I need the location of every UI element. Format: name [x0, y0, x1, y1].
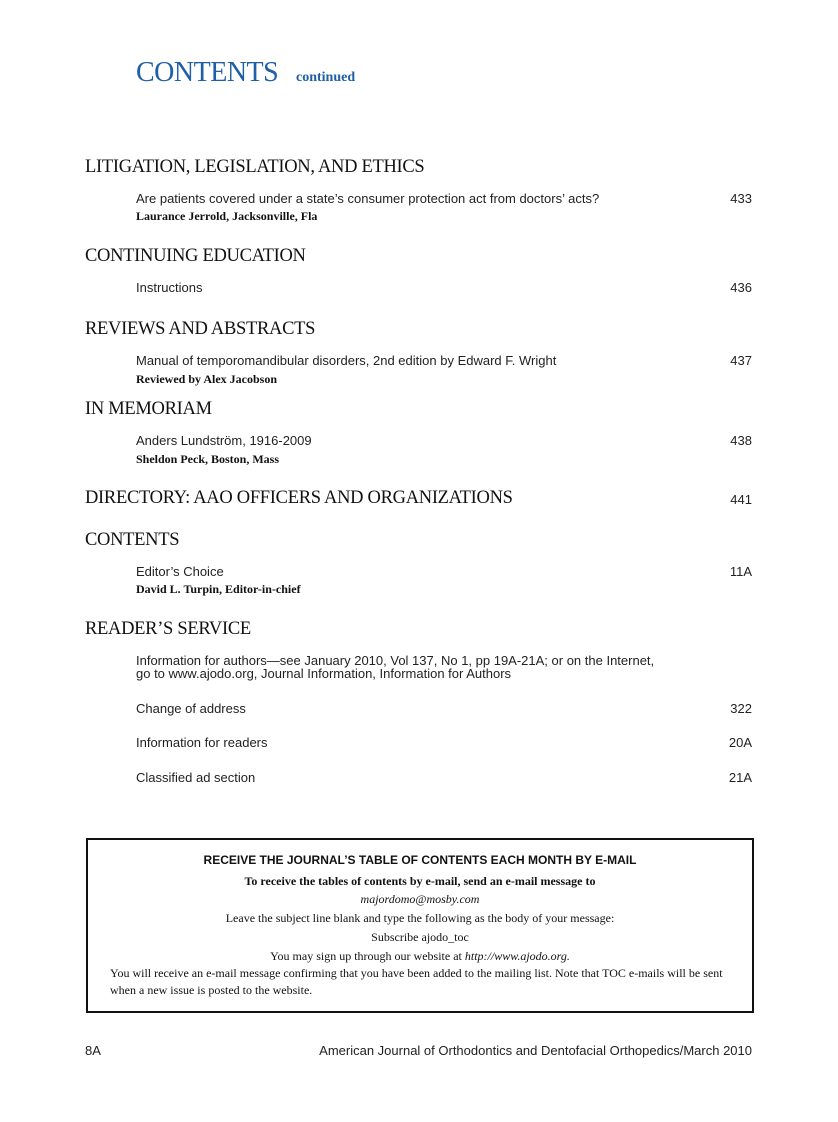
entry-page: 437: [730, 353, 752, 368]
entry-title-line: Information for authors—see January 2010, Vol 137, No 1, pp 19A-21A; or on the Internet,: [136, 653, 655, 668]
entry-author: Laurance Jerrold, Jacksonville, Fla: [136, 209, 318, 223]
section-heading: READER’S SERVICE: [85, 619, 251, 639]
entry-title[interactable]: Instructions: [136, 280, 203, 295]
section-heading[interactable]: DIRECTORY: AAO OFFICERS AND ORGANIZATIONS: [85, 488, 513, 508]
email-subscription-box: [86, 838, 754, 1013]
entry-page: 11A: [729, 564, 752, 579]
section-heading: CONTENTS: [85, 530, 180, 550]
footer-journal: American Journal of Orthodontics and Dentofacial Orthopedics/March 2010: [319, 1043, 752, 1058]
box-line: You will receive an e-mail message confirming that you have been added to the mailing list. Note that TOC e-mails will be sent when a new issue is posted to the website.: [110, 966, 723, 998]
entry-page: 322: [730, 701, 752, 716]
entry-title-line[interactable]: go to www.ajodo.org, Journal Information, Information for Authors: [136, 666, 512, 681]
footer-page-number: 8A: [85, 1043, 101, 1058]
entry-title[interactable]: Are patients covered under a state’s consumer protection act from doctors’ acts?: [136, 191, 600, 206]
entry-title[interactable]: Manual of temporomandibular disorders, 2nd edition by Edward F. Wright: [136, 353, 557, 368]
entry-page: 20A: [728, 735, 752, 750]
entry-title[interactable]: Classified ad section: [136, 770, 256, 785]
entry-author: Reviewed by Alex Jacobson: [136, 372, 277, 386]
box-heading: RECEIVE THE JOURNAL’S TABLE OF CONTENTS EACH MONTH BY E-MAIL: [203, 853, 637, 867]
entry-page: 441: [730, 492, 752, 507]
section-heading: LITIGATION, LEGISLATION, AND ETHICS: [85, 157, 425, 177]
box-line: You may sign up through our website at: [270, 948, 465, 963]
page-title: CONTENTS: [136, 57, 279, 88]
entry-title[interactable]: Anders Lundström, 1916-2009: [136, 433, 312, 448]
entry-page: 438: [730, 433, 752, 448]
website-link[interactable]: http://www.ajodo.org.: [464, 948, 570, 963]
entry-title[interactable]: Editor’s Choice: [136, 564, 224, 579]
entry-title[interactable]: Information for readers: [136, 735, 268, 750]
subscribe-command: Subscribe ajodo_toc: [371, 929, 469, 944]
section-heading: REVIEWS AND ABSTRACTS: [85, 319, 316, 339]
entry-page: 436: [730, 280, 752, 295]
entry-author: David L. Turpin, Editor-in-chief: [136, 582, 301, 596]
section-heading: CONTINUING EDUCATION: [85, 246, 306, 266]
entry-page: 21A: [728, 770, 752, 785]
section-heading: IN MEMORIAM: [85, 399, 212, 419]
entry-title[interactable]: Change of address: [136, 701, 246, 716]
box-line: Leave the subject line blank and type the following as the body of your message:: [225, 911, 615, 926]
entry-page: 433: [730, 191, 752, 206]
box-line: To receive the tables of contents by e-mail, send an e-mail message to: [244, 873, 596, 888]
page-subtitle: continued: [296, 70, 356, 85]
entry-author: Sheldon Peck, Boston, Mass: [136, 452, 280, 466]
email-address-link[interactable]: majordomo@mosby.com: [360, 892, 480, 907]
